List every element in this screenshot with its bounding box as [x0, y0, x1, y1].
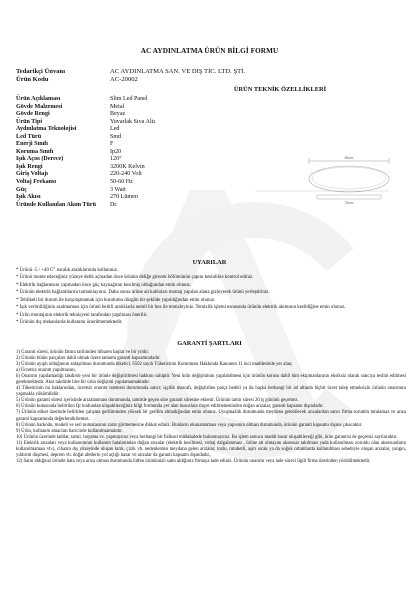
product-code-label: Ürün Kodu [16, 76, 49, 84]
warning-item: * Elektrik bağlantısını yapmadan önce güç kaynağının kesilmiş olduğundan emin olunuz. [16, 282, 192, 288]
garanti-item: 9) Ürün, kullanım amacları haricinde kullanılmamalıdır. [16, 428, 123, 434]
spec-value: Smd [110, 133, 122, 140]
spec-row [16, 96, 155, 104]
spec-value: 220-240 Volt [110, 171, 142, 178]
warnings-title: UYARILAR [192, 259, 227, 266]
spec-row [16, 202, 155, 210]
warning-item: * Işık verimliliğinin azalmaması için ürünü belirli aralıklarla nemli bir bez ile temizleyiniz. Temizlik işlemi esnasında ürünün elektrik akımının kesildiğine emin olunuz. [16, 305, 346, 311]
spec-label: Koruma Sınıfı [16, 148, 54, 155]
spec-row [16, 111, 155, 119]
spec-value: 120° [110, 156, 122, 163]
spec-label: Güç [16, 186, 27, 193]
spec-row [16, 171, 155, 179]
spec-value: Slim Led Panel [110, 96, 148, 102]
warnings-list [16, 268, 406, 328]
product-code-value: AC-20002 [110, 76, 138, 84]
spec-value: Dc [110, 201, 118, 208]
garanti-title: GARANTİ ŞARTLARI [177, 340, 242, 347]
garanti-item: 12) Satın aldığınız üründe hata veya arıza olması durumunda lütfen ürününüzü satın aldığınız firmaya iade ediniz. Ürünün onarımı veya iade süreci ilgili firma üzerinden yürütülmektedir. [16, 458, 371, 464]
garanti-item: 10) Ürünün üzerinde tadilat, tamir, boyama vs. yapmayınız veya herhangi bir fiziksel müdahalede bulunmayınız. Bu işlem sonucu maddi hasar oluşabileceği gibi, ürün garantisi de geçersiz sayılacaktır. [16, 434, 398, 440]
spec-label: Işık Akısı [16, 194, 41, 201]
spec-label: Giriş Voltajı [16, 171, 48, 178]
supplier-info [16, 68, 245, 84]
spec-label: Gövde Rengi [16, 111, 50, 118]
spec-row [16, 187, 155, 195]
warning-item: * Ürünü monte edeceğiniz yüzeye delik açmadan önce ürünün deliğe girecek bölümünün çapını kesinlikle kontrol ediniz. [16, 275, 254, 281]
spec-value: 3200K Kelvin [110, 163, 145, 170]
spec-row [16, 141, 155, 149]
garanti-item: 8) Ürünün barkodu, modeli ve seri numarasının zarar görmemesine dikkat ediniz. Bunların okunamaması veya yapısının olması durumunda, ürünün garanti kapsamı dışına çıkacaktır. [16, 422, 363, 428]
garanti-item: 1) Garanti süresi, ürünün fatura tarihinden itibaren başlar ve bir yıldır. [16, 350, 149, 355]
garanti-item: a) Ücretsiz onarım yapılmasını, [16, 368, 76, 374]
spec-value: 50-60 Hz [110, 179, 133, 186]
spec-value: 3 Watt [110, 186, 126, 193]
warning-item: * Tehlikeli bir durum ile karşılaşmamak için kurulumu düzgün bir şekilde yapıldığından emin olunuz. [16, 297, 216, 303]
spec-label: Aydınlatma Teknolojisi [16, 126, 77, 133]
spec-label: Voltaj Frekansı [16, 179, 57, 186]
spec-value: F [110, 141, 114, 148]
dimension-label: 85mm [344, 156, 354, 160]
garanti-item: b) Onarımı yapılamadığı takdirde yeni bir ürünle değiştirilmesi hakkını sahiptir. Yeni ürün değişiminin yapılabilmesi için ürünün kutusu dahil tüm ekipmanlarının eksiksiz olarak satıcıya teslim edilmesi gerekmektedir. Aksi takdirde bire bir ürün değişimi yapılamamaktadır. [16, 374, 406, 386]
spec-row [16, 164, 155, 172]
form-title: AC AYDINLATMA ÜRÜN BİLGİ FORMU [140, 47, 279, 55]
garanti-item: 2) Ürünün bütün parçaları dahil olmak üzere tamamı garanti kapsamındadır. [16, 356, 161, 362]
spec-label: Işık Rengi [16, 163, 43, 170]
spec-table [16, 96, 155, 209]
spec-label: Ürün Açıklaması [16, 96, 61, 102]
spec-label: Ürün Tipi [16, 118, 43, 125]
spec-row [16, 119, 155, 127]
spec-value: Beyaz [110, 111, 126, 118]
spec-value: Led [110, 126, 120, 133]
garanti-item: 11) Elektrik arızaları veya kullanımının kullanım hatalarından doğan arızalar (elektrik kesilmesi, voltaj dalgalanması , ürüne ait olmayan aksesuar takılması yada kullanılması zorunlu olan aksesuarların kullanılmaması vb.), cihazın dış yüzeyinde oluşan kırık, çizik vb. nedenlerden meydana gelen arızalar, tozlu, rutubetli, aşırı sıcak ya da soğuk ortamlarda kullanılması sebebiyle oluşan arızalar, yangın, yıldırım düşmesi, deprem vb. doğal afetlerin yol açtığı hasar ve arızalar da garanti kapsamı dışındadır., [16, 440, 406, 458]
supplier-label: Tedarikçi Ünvanı [16, 68, 66, 75]
spec-row [16, 194, 155, 202]
garanti-item: 6) Ürünün kutusunda belirtilen Qr kodundan ulaşabileceğiniz bilgi formunda yer alan hususlara riayet edilmemesinden doğan arızalar, garanti kapsamı dışındadır. [16, 404, 324, 410]
spec-row [16, 134, 155, 142]
spec-label: Led Türü [16, 133, 42, 140]
spec-label: Üründe Kullanılan Akım Türü [16, 201, 96, 208]
dimension-label: 75mm [344, 201, 354, 205]
product-code-row [16, 76, 245, 84]
spec-value: Yuvarlak Sıva Altı [110, 118, 156, 125]
garanti-item: 3) Ürünün ayıplı olduğunun anlaşılması durumunda tüketici, 6502 sayılı Tüketicinin Korunması Hakkında Kanunun 11 inci maddesinde yer alan; [16, 362, 293, 368]
supplier-value: AC AYDINLATMA SAN. VE DIŞ TİC. LTD. ŞTİ. [110, 68, 246, 75]
panel-drawing-icon [247, 155, 397, 205]
garanti-item: 5) Ürünün garanti süresi içerisinde arızalanması durumunda, tamirde geçen süre garanti süresine eklenir. Ürünün tamir süresi 20 iş gününü geçemez. [16, 398, 299, 404]
supplier-row [16, 68, 245, 76]
warning-item: * Ürünün elektrik bağlantılarını tamamlayınız. Daha sonra ürüne ait kabloları montaj yapılan alana gizleyerek ürünü yerleştiriniz. [16, 290, 270, 296]
warning-item: * Ürünün dış mekanlarda kullanımı önerilmemektedir. [16, 320, 123, 326]
spec-label: Işık Açısı (Derece) [16, 156, 64, 163]
garanti-item: 7) Ürünün etiket üzerinde belirtilen çalışma geriliminden yüksek bir gerilim almadığından emin olunuz. Uyuşmazlık durumunda meydana gelebilecek arızalardan satıcı firma sorumlu tutulamaz ve arıza garanti kapsamında değerlendirilemez. [16, 410, 406, 422]
spec-label: Enerji Sınıfı [16, 141, 48, 148]
spec-row [16, 126, 155, 134]
spec-title: ÜRÜN TEKNİK ÖZELLİKLERİ [233, 86, 327, 93]
spec-value: Ip20 [110, 148, 122, 155]
warning-item: * Ürün montajının elektrik teknisyeni tarafından yapılması önerilir. [16, 312, 148, 318]
spec-row [16, 156, 155, 164]
garanti-list [16, 350, 406, 465]
spec-label: Gövde Malzemesi [16, 103, 63, 110]
spec-row [16, 104, 155, 112]
garanti-item: 4) Tüketicinin bu haklarından, ücretsiz onarım istemesi durumunda satıcı; işçilik masrafı, değiştirilen parça bedeli ya da başka herhangi bir ad altında hiçbir ücret talep etmeksizin ürünün onarımını yapmakla yükümlüdür. [16, 386, 406, 398]
warning-item: * Ürünü -5 / +40 C° ısıralık aralıklarında kullanınız. [16, 268, 119, 273]
spec-value: 270 Lümen [110, 194, 138, 201]
spec-row [16, 179, 155, 187]
spec-value: Metal [110, 103, 125, 110]
